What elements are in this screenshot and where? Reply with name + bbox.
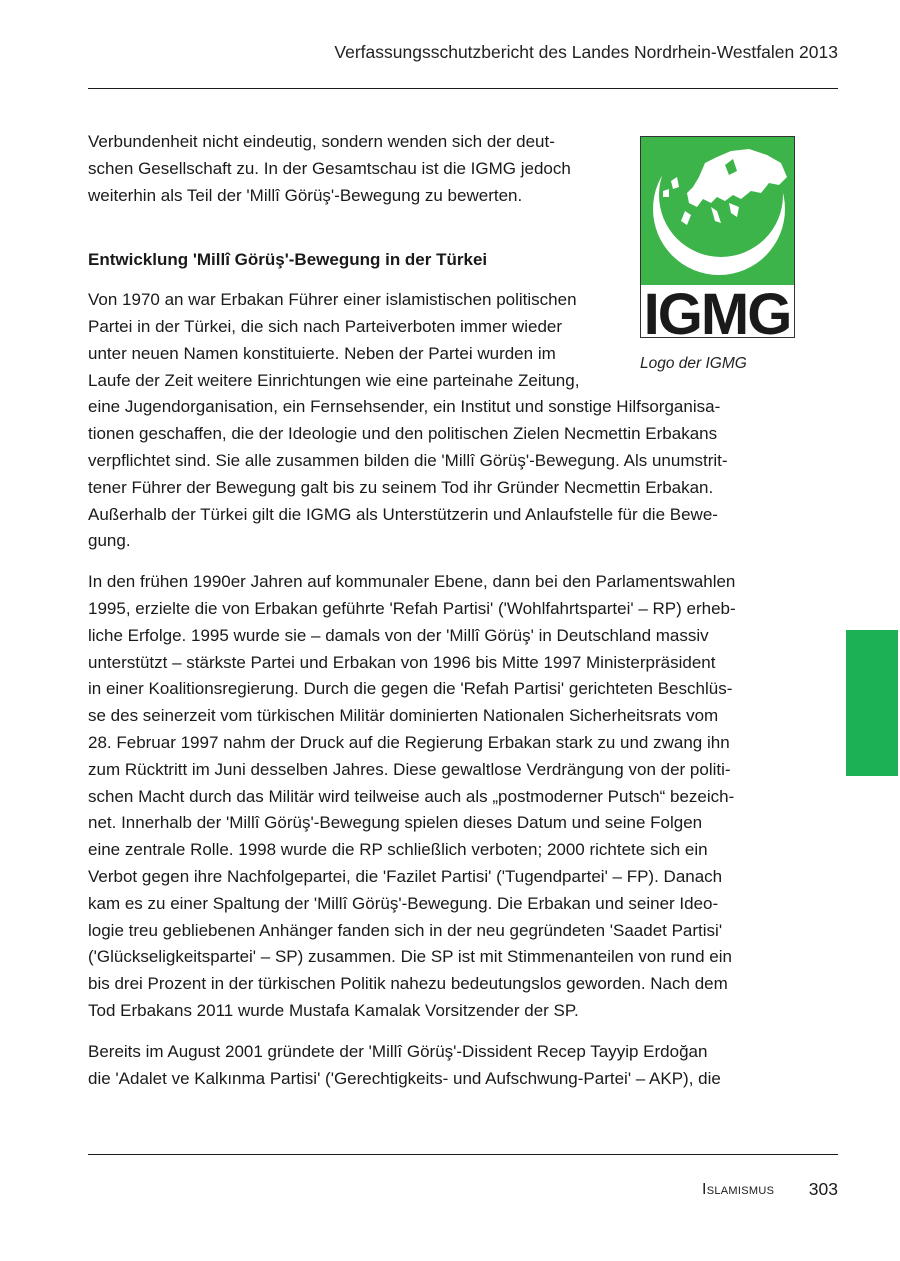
text-line: liche Erfolge. 1995 wurde sie – damals von der 'Millî Görüş' in Deutschland massiv bbox=[88, 625, 709, 645]
text-line: logie treu gebliebenen Anhänger fanden sich in der neu gegründeten 'Saadet Partisi' bbox=[88, 920, 723, 940]
text-line: Verbot gegen ihre Nachfolgepartei, die 'Fazilet Partisi' ('Tugendpartei' – FP). Danach bbox=[88, 866, 723, 886]
text-line: schen Gesellschaft zu. In der Gesamtschau ist die IGMG jedoch bbox=[88, 158, 571, 178]
footer-section-title bbox=[702, 1181, 774, 1199]
chapter-tab bbox=[846, 630, 898, 776]
body-text bbox=[88, 129, 800, 1092]
paragraph-history bbox=[88, 287, 800, 555]
paragraph-intro bbox=[88, 129, 628, 209]
page-number: 303 bbox=[808, 1179, 838, 1199]
section-heading: Entwicklung 'Millî Görüş'-Bewegung in der Türkei bbox=[88, 250, 488, 270]
text-line: Partei in der Türkei, die sich nach Parteiverboten immer wieder bbox=[88, 316, 563, 336]
text-line: bis drei Prozent in der türkischen Politik nahezu bedeutungslos geworden. Nach dem bbox=[88, 974, 728, 994]
text-line: in einer Koalitionsregierung. Durch die gegen die 'Refah Partisi' gerichteten Beschlüs- bbox=[88, 679, 733, 699]
text-line: verpflichtet sind. Sie alle zusammen bilden die 'Millî Görüş'-Bewegung. Als unumstrit- bbox=[88, 450, 728, 470]
text-line: gung. bbox=[88, 531, 131, 551]
text-line: schen Macht durch das Militär wird teilweise auch als „postmoderner Putsch“ bezeich- bbox=[88, 786, 735, 806]
text-line: tionen geschaffen, die der Ideologie und den politischen Zielen Necmettin Erbakans bbox=[88, 424, 718, 444]
text-line: In den frühen 1990er Jahren auf kommunaler Ebene, dann bei den Parlamentswahlen bbox=[88, 572, 736, 592]
footer-section-label: Islamismus bbox=[702, 1181, 775, 1198]
text-line: 28. Februar 1997 nahm der Druck auf die Regierung Erbakan stark zu und zwang ihn bbox=[88, 732, 730, 752]
text-line: kam es zu einer Spaltung der 'Millî Görüş'-Bewegung. Die Erbakan und seiner Ideo- bbox=[88, 893, 719, 913]
running-header: Verfassungsschutzbericht des Landes Nordrhein-Westfalen 2013 bbox=[334, 42, 838, 62]
text-line: tener Führer der Bewegung galt bis zu seinem Tod ihr Gründer Necmettin Erbakan. bbox=[88, 477, 714, 497]
text-line: Laufe der Zeit weitere Einrichtungen wie eine parteinahe Zeitung, bbox=[88, 370, 580, 390]
paragraph-akp bbox=[88, 1039, 800, 1093]
text-line: net. Innerhalb der 'Millî Görüş'-Bewegung spielen dieses Datum und seine Folgen bbox=[88, 813, 703, 833]
text-line: eine Jugendorganisation, ein Fernsehsender, ein Institut und sonstige Hilfsorganisa- bbox=[88, 397, 721, 417]
paragraph-refah bbox=[88, 569, 800, 1025]
text-line: unter neuen Namen konstituierte. Neben der Partei wurden im bbox=[88, 343, 556, 363]
text-line: unterstützt – stärkste Partei und Erbakan von 1996 bis Mitte 1997 Ministerpräsident bbox=[88, 652, 716, 672]
text-line: die 'Adalet ve Kalkınma Partisi' ('Gerechtigkeits- und Aufschwung-Partei' – AKP), die bbox=[88, 1068, 721, 1088]
text-line: Tod Erbakans 2011 wurde Mustafa Kamalak Vorsitzender der SP. bbox=[88, 1000, 579, 1020]
text-line: se des seinerzeit vom türkischen Militär dominierten Nationalen Sicherheitsrats vom bbox=[88, 706, 719, 726]
text-line: eine zentrale Rolle. 1998 wurde die RP schließlich verboten; 2000 richtete sich ein bbox=[88, 840, 708, 860]
text-line: Bereits im August 2001 gründete der 'Millî Görüş'-Dissident Recep Tayyip Erdoğan bbox=[88, 1041, 708, 1061]
text-line: Von 1970 an war Erbakan Führer einer islamistischen politischen bbox=[88, 290, 577, 310]
footer-rule bbox=[88, 1154, 838, 1155]
logo-lettering: IGMG bbox=[643, 282, 791, 337]
text-line: weiterhin als Teil der 'Millî Görüş'-Bewegung zu bewerten. bbox=[88, 185, 523, 205]
text-line: 1995, erzielte die von Erbakan geführte 'Refah Partisi' ('Wohlfahrtspartei' – RP) erheb- bbox=[88, 598, 736, 618]
header-rule bbox=[88, 88, 838, 89]
logo-caption: Logo der IGMG bbox=[640, 355, 747, 372]
text-line: Außerhalb der Türkei gilt die IGMG als Unterstützerin und Anlaufstelle für die Bewe- bbox=[88, 504, 718, 524]
text-line: zum Rücktritt im Juni desselben Jahres. Diese gewaltlose Verdrängung von der politi- bbox=[88, 759, 731, 779]
text-line: Verbundenheit nicht eindeutig, sondern wenden sich der deut- bbox=[88, 132, 555, 151]
text-line: ('Glückseligkeitspartei' – SP) zusammen. Die SP ist mit Stimmenanteilen von rund ein bbox=[88, 947, 732, 967]
